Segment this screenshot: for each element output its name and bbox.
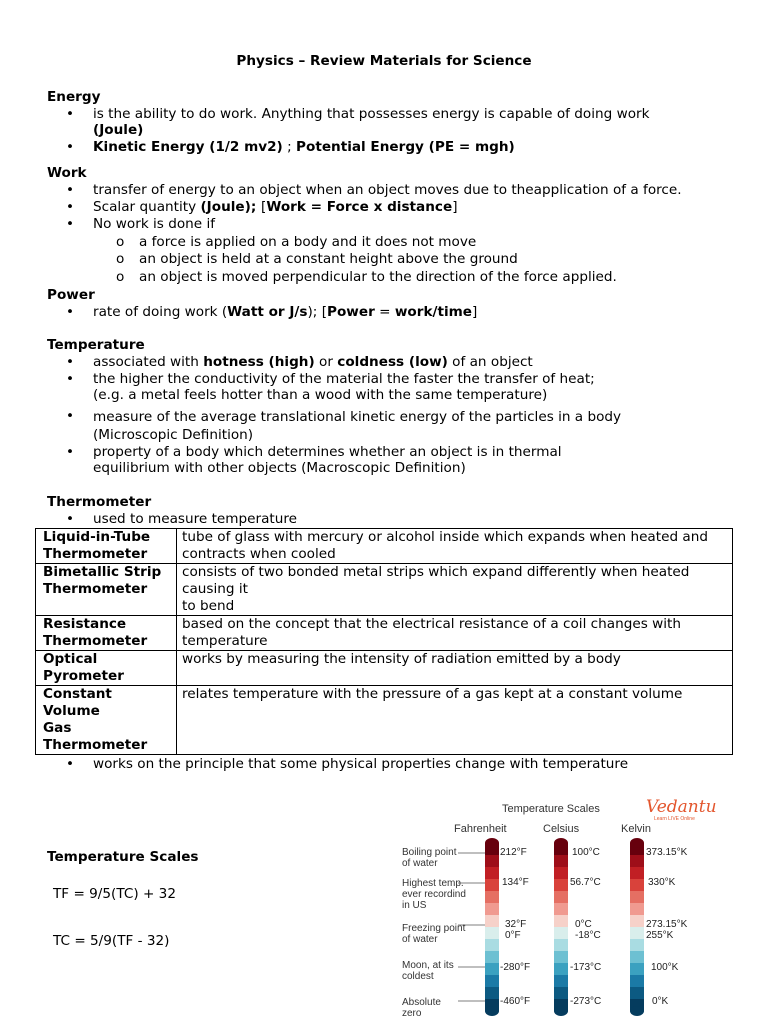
power-unit: Watt or J/s bbox=[227, 304, 308, 320]
row-desc: based on the concept that the electrical resistance of a coil changes with bbox=[182, 616, 681, 632]
bar-segment bbox=[554, 927, 568, 940]
temperature-bullet-2 bbox=[93, 371, 743, 403]
k-abs-value: 0°K bbox=[652, 996, 669, 1007]
row-name: Thermometer bbox=[43, 633, 148, 649]
bar-segment bbox=[554, 879, 568, 892]
k-255-value: 255°K bbox=[646, 930, 674, 941]
col-celsius: Celsius bbox=[543, 823, 580, 835]
coldness: coldness (low) bbox=[337, 354, 448, 370]
separator: ; bbox=[282, 139, 297, 155]
label-line: ever recordind bbox=[402, 889, 466, 900]
temp-text: (Microscopic Definition) bbox=[93, 427, 254, 443]
bullet-icon: • bbox=[66, 216, 75, 232]
bullet-icon: • bbox=[66, 354, 75, 370]
thermometer-bullet-1: used to measure temperature bbox=[93, 511, 298, 527]
row-name: Pyrometer bbox=[43, 668, 124, 684]
table-cell-desc bbox=[177, 686, 733, 755]
row-name: Thermometer bbox=[43, 737, 148, 753]
temperature-heading: Temperature bbox=[47, 337, 145, 353]
bar-segment bbox=[630, 903, 644, 916]
celsius-thermometer-bar bbox=[554, 838, 568, 1016]
table-cell-name bbox=[36, 651, 177, 686]
row-desc: causing it bbox=[182, 581, 248, 597]
thermometer-table bbox=[35, 528, 733, 755]
table-cell-name bbox=[36, 529, 177, 564]
temp-text: or bbox=[314, 354, 338, 370]
bar-segment bbox=[485, 915, 499, 928]
bar-bottom-cap bbox=[485, 1006, 499, 1016]
c-moon-value: -173°C bbox=[570, 962, 602, 973]
sub-bullet-marker: o bbox=[116, 251, 125, 267]
row-desc: consists of two bonded metal strips which expand differently when heated bbox=[182, 564, 690, 580]
row-desc: temperature bbox=[182, 633, 268, 649]
scalar-label: Scalar quantity bbox=[93, 199, 201, 215]
row-name: Gas bbox=[43, 720, 72, 736]
row-name: Thermometer bbox=[43, 581, 148, 597]
k-moon-value: 100°K bbox=[651, 962, 679, 973]
bar-segment bbox=[554, 963, 568, 976]
work-unit: (Joule); bbox=[200, 199, 262, 215]
row-name: Resistance bbox=[43, 616, 127, 632]
energy-bullet-2 bbox=[93, 139, 743, 155]
bar-segment bbox=[485, 963, 499, 976]
bar-segment bbox=[554, 975, 568, 988]
bar-segment bbox=[485, 975, 499, 988]
bracket-close: ] bbox=[452, 199, 458, 215]
hotness: hotness (high) bbox=[203, 354, 315, 370]
temp-text: the higher the conductivity of the material the faster the transfer of heat; bbox=[93, 371, 595, 387]
k-high-value: 330°K bbox=[648, 877, 676, 888]
f-abs-value: -460°F bbox=[500, 996, 531, 1007]
bullet-icon: • bbox=[66, 408, 75, 424]
table-cell-name bbox=[36, 686, 177, 755]
bar-bottom-cap bbox=[554, 1006, 568, 1016]
temperature-bullet-3 bbox=[93, 408, 743, 444]
bar-segment bbox=[485, 891, 499, 904]
power-text: rate of doing work ( bbox=[93, 304, 228, 320]
bar-segment bbox=[630, 987, 644, 1000]
bar-segment bbox=[485, 867, 499, 880]
bar-segment bbox=[554, 867, 568, 880]
row-desc: relates temperature with the pressure of a gas kept at a constant volume bbox=[182, 686, 683, 702]
work-sub-2: an object is held at a constant height above the ground bbox=[139, 251, 518, 267]
col-fahrenheit: Fahrenheit bbox=[454, 823, 507, 835]
temp-text: of an object bbox=[447, 354, 533, 370]
vedantu-logo: Vedantu bbox=[646, 797, 717, 817]
thermometer-bars bbox=[390, 795, 710, 1024]
vedantu-logo-sub: Learn LIVE Online bbox=[654, 816, 695, 822]
bar-segment bbox=[630, 867, 644, 880]
row-desc: to bend bbox=[182, 598, 235, 614]
bar-segment bbox=[554, 855, 568, 868]
equals: = bbox=[374, 304, 395, 320]
bullet-icon: • bbox=[66, 199, 75, 215]
bar-segment bbox=[554, 915, 568, 928]
bullet-icon: • bbox=[66, 756, 75, 772]
bar-segment bbox=[630, 891, 644, 904]
temp-text: (e.g. a metal feels hotter than a wood with the same temperature) bbox=[93, 387, 548, 403]
k-freeze-value: 273.15°K bbox=[646, 919, 688, 930]
power-heading: Power bbox=[47, 287, 95, 303]
work-heading: Work bbox=[47, 165, 87, 181]
temperature-scales-figure bbox=[390, 795, 717, 1024]
table-row bbox=[36, 686, 733, 755]
bar-segment bbox=[630, 915, 644, 928]
table-cell-desc bbox=[177, 651, 733, 686]
work-sub-1: a force is applied on a body and it does not move bbox=[139, 234, 477, 250]
bar-segment bbox=[554, 939, 568, 952]
bar-segment bbox=[554, 951, 568, 964]
work-formula: Work = Force x distance bbox=[266, 199, 453, 215]
row-name: Bimetallic Strip bbox=[43, 564, 162, 580]
row-name: Liquid-in-Tube bbox=[43, 529, 151, 545]
row-desc: contracts when cooled bbox=[182, 546, 336, 562]
bar-segment bbox=[554, 891, 568, 904]
table-cell-name bbox=[36, 564, 177, 616]
bracket-close: ] bbox=[472, 304, 478, 320]
bar-segment bbox=[630, 939, 644, 952]
label-line: Absolute bbox=[402, 997, 441, 1008]
row-name: Optical bbox=[43, 651, 98, 667]
label-line: of water bbox=[402, 934, 438, 945]
bar-segment bbox=[485, 939, 499, 952]
row-name: Thermometer bbox=[43, 546, 148, 562]
table-cell-desc bbox=[177, 616, 733, 651]
sub-bullet-marker: o bbox=[116, 234, 125, 250]
kinetic-energy-formula: Kinetic Energy (1/2 mv2) bbox=[93, 139, 283, 155]
row-name: Volume bbox=[43, 703, 100, 719]
formula-tf: TF = 9/5(TC) + 32 bbox=[53, 886, 176, 902]
f-moon-value: -280°F bbox=[500, 962, 531, 973]
page-title: Physics – Review Materials for Science bbox=[236, 53, 532, 69]
thermometer-bullet-2: works on the principle that some physical properties change with temperature bbox=[93, 756, 629, 772]
table-row bbox=[36, 616, 733, 651]
bullet-icon: • bbox=[66, 182, 75, 198]
bar-segment bbox=[554, 903, 568, 916]
work-bullet-2 bbox=[93, 199, 743, 215]
c-neg18-value: -18°C bbox=[575, 930, 601, 941]
energy-heading: Energy bbox=[47, 89, 101, 105]
temp-text: property of a body which determines whether an object is in thermal bbox=[93, 444, 562, 460]
power-formula: work/time bbox=[394, 304, 472, 320]
table-cell-desc bbox=[177, 564, 733, 616]
table-row bbox=[36, 529, 733, 564]
thermometer-heading: Thermometer bbox=[47, 494, 152, 510]
row-desc: works by measuring the intensity of radiation emitted by a body bbox=[182, 651, 621, 667]
table-cell-name bbox=[36, 616, 177, 651]
bullet-icon: • bbox=[66, 511, 75, 527]
c-high-value: 56.7°C bbox=[570, 877, 601, 888]
bullet-icon: • bbox=[66, 371, 75, 387]
c-boil-value: 100°C bbox=[572, 847, 600, 858]
work-bullet-3: No work is done if bbox=[93, 216, 216, 232]
f-zero-value: 0°F bbox=[505, 930, 521, 941]
bullet-icon: • bbox=[66, 106, 75, 122]
label-line: in US bbox=[402, 900, 427, 911]
work-sub-3: an object is moved perpendicular to the direction of the force applied. bbox=[139, 269, 617, 285]
energy-bullet-1 bbox=[93, 106, 743, 138]
label-line: zero bbox=[402, 1008, 422, 1019]
sub-bullet-marker: o bbox=[116, 269, 125, 285]
temp-text: measure of the average translational kinetic energy of the particles in a body bbox=[93, 409, 622, 425]
bar-segment bbox=[630, 963, 644, 976]
c-freeze-value: 0°C bbox=[575, 919, 592, 930]
f-boil-value: 212°F bbox=[500, 847, 527, 858]
bar-segment bbox=[630, 879, 644, 892]
bullet-icon: • bbox=[66, 139, 75, 155]
work-bullet-1: transfer of energy to an object when an object moves due to theapplication of a force. bbox=[93, 182, 682, 198]
c-abs-value: -273°C bbox=[570, 996, 602, 1007]
temp-text: associated with bbox=[93, 354, 204, 370]
k-boil-value: 373.15°K bbox=[646, 847, 688, 858]
fahrenheit-thermometer-bar bbox=[485, 838, 499, 1016]
bar-top-cap bbox=[485, 838, 499, 848]
bar-top-cap bbox=[630, 838, 644, 848]
bar-top-cap bbox=[554, 838, 568, 848]
f-freeze-value: 32°F bbox=[505, 919, 527, 930]
bar-segment bbox=[485, 855, 499, 868]
scales-heading: Temperature Scales bbox=[47, 849, 199, 865]
row-name: Constant bbox=[43, 686, 112, 702]
bullet-icon: • bbox=[66, 444, 75, 460]
formula-tc: TC = 5/9(TF - 32) bbox=[53, 933, 170, 949]
power-text: ); [ bbox=[307, 304, 327, 320]
label-line: Moon, at its bbox=[402, 960, 454, 971]
label-line: Freezing point bbox=[402, 923, 466, 934]
table-cell-desc bbox=[177, 529, 733, 564]
label-line: of water bbox=[402, 858, 438, 869]
bar-segment bbox=[630, 951, 644, 964]
bar-segment bbox=[554, 987, 568, 1000]
temp-text: equilibrium with other objects (Macroscopic Definition) bbox=[93, 460, 466, 476]
row-desc: tube of glass with mercury or alcohol inside which expands when heated and bbox=[182, 529, 708, 545]
f-high-value: 134°F bbox=[502, 877, 529, 888]
bar-segment bbox=[485, 879, 499, 892]
table-row bbox=[36, 564, 733, 616]
figure-title: Temperature Scales bbox=[502, 803, 600, 815]
bar-segment bbox=[485, 927, 499, 940]
energy-definition: is the ability to do work. Anything that possesses energy is capable of doing work bbox=[93, 106, 650, 122]
kelvin-thermometer-bar bbox=[630, 838, 644, 1016]
label-line: coldest bbox=[402, 971, 434, 982]
bar-segment bbox=[485, 903, 499, 916]
table-row bbox=[36, 651, 733, 686]
bar-segment bbox=[630, 975, 644, 988]
power-word: Power bbox=[327, 304, 375, 320]
power-bullet bbox=[93, 304, 743, 320]
temperature-bullet-1 bbox=[93, 354, 743, 370]
energy-unit: (Joule) bbox=[93, 122, 144, 138]
bar-bottom-cap bbox=[630, 1006, 644, 1016]
bar-segment bbox=[630, 855, 644, 868]
bracket-open: [ bbox=[261, 199, 267, 215]
bar-segment bbox=[630, 927, 644, 940]
label-line: Boiling point bbox=[402, 847, 457, 858]
bar-segment bbox=[485, 987, 499, 1000]
potential-energy-formula: Potential Energy (PE = mgh) bbox=[296, 139, 515, 155]
temperature-bullet-4 bbox=[93, 444, 743, 476]
bullet-icon: • bbox=[66, 304, 75, 320]
bar-segment bbox=[485, 951, 499, 964]
label-line: Highest temp. bbox=[402, 878, 464, 889]
col-kelvin: Kelvin bbox=[621, 823, 651, 835]
